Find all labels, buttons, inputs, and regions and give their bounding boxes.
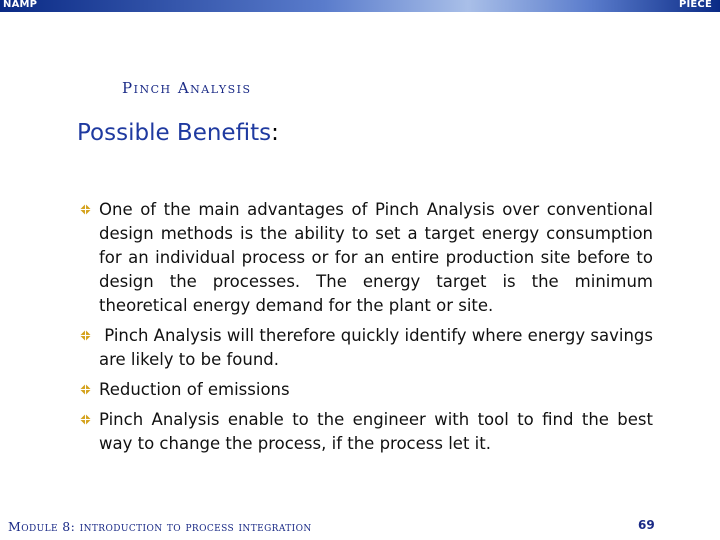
diamond-bullet-icon xyxy=(80,384,91,395)
header-left-label: NAMP xyxy=(3,0,38,10)
slide-heading xyxy=(77,120,279,146)
list-item xyxy=(78,198,653,318)
list-item xyxy=(78,324,659,372)
section-title: Pinch Analysis xyxy=(122,79,252,97)
heading-colon: : xyxy=(271,120,279,146)
diamond-bullet-icon xyxy=(80,330,91,341)
list-item xyxy=(78,378,653,402)
page-number: 69 xyxy=(638,518,655,532)
header-right-label: PIECE xyxy=(678,0,712,10)
diamond-bullet-icon xyxy=(80,204,91,215)
top-header-bar xyxy=(0,0,720,12)
list-item-text: One of the main advantages of Pinch Analysis over conventional design methods is the ability to set a target energy consumption for an individual process or for an entire production site before to design the processes. The energy target is the minimum theoretical energy demand for the plant or site. xyxy=(99,200,653,315)
benefits-list xyxy=(78,198,659,456)
heading-text: Possible Benefits xyxy=(77,120,272,146)
footer-module-label: Module 8: introduction to process integration xyxy=(8,519,312,534)
diamond-bullet-icon xyxy=(80,414,91,425)
list-item-text: Reduction of emissions xyxy=(99,380,290,399)
list-item xyxy=(78,408,653,456)
list-item-text: Pinch Analysis enable to the engineer with tool to find the best way to change the process, if the process let it. xyxy=(99,410,653,453)
list-item-text: Pinch Analysis will therefore quickly identify where energy savings are likely to be found. xyxy=(99,326,659,369)
